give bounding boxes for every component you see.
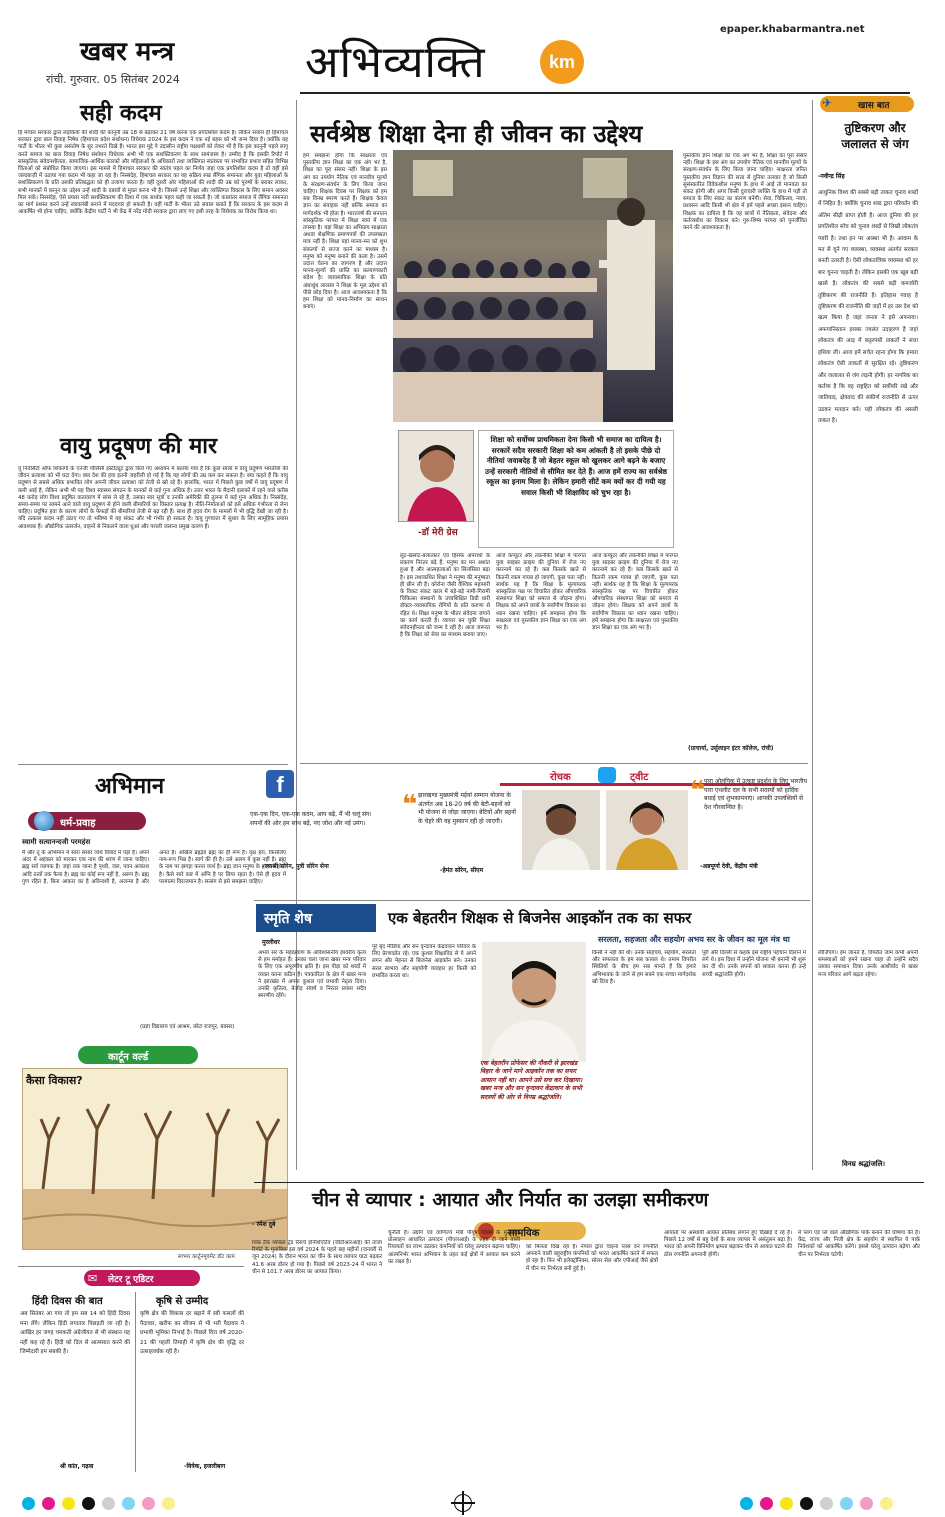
tweet2-photo [606, 790, 688, 870]
cartoon-image [22, 1068, 288, 1250]
article3-body: मैं और तू के अभिमान में सारा संसार व्यर्थ विवाद में पड़ा है। अपने अंदर में अहंकार को मारकर एक नाम की शरण में जाना चाहिए। ब्रह्म सर्व व्यापक है। जहां तक जाना है पृथ्वी, जल, पवन आकाश आदि तत्वों तक फैला है। ब्रह्म का कोई रूप नहीं है, अरूप है। ब्रह्म गुण रहित है, बिना आकार का है अविनाशी है, अजन्मा है और अनंत है। अखिल ब्रह्मांड ब्रह्म का ही रूप है। वृक्ष हरा, किसलिए नाम-रूप भिन्न है। स्वर्ग की ही है। उसे अलग ये कुछ नहीं है। ब्रह्म के नाम पर झगड़ा करना व्यर्थ है। ब्रह्म जान मनुष्य के हृदय में होता है। कैसे सारे कष्ट में अग्नि है पर छिपा रहता है। ऐसे ही हृदय में परमात्मा विराजमान है। सत्संग से इसे समझना चाहिए। [22, 850, 286, 885]
envelope-icon: ✉ [88, 1272, 98, 1285]
mark-cyan-r [740, 1497, 753, 1510]
pullquote-box [478, 430, 674, 548]
letter2-body: कृषि क्षेत्र की विकास दर बढ़ाने में रबी फसलों की पैदावार, खरीफ का सीजन से भी भरी पैदावार ने प्रभावी भूमिका निभाई है। पिछले वित्त वर्ष 2020-21 की पहली तिमाही में कृषि क्षेत्र की वृद्धि दर उत्साहवर्धक रही है। [140, 1311, 244, 1356]
twitter-icon [598, 767, 616, 783]
bottom-col2: चुनौती है। उद्योग एवं वाणिज्य मंत्री पीयूष गोयल के मुताबिक प्रोत्साहन आधारित उत्पादन (पीएलआई) के तहत दी जाने वाली रियायतों का लाभ उठाकर कंपनियों को घरेलू उत्पादन बढ़ाना चाहिए। आत्मनिर्भर भारत अभियान के तहत कई क्षेत्रों में आयात कम करने का लक्ष्य है। [388, 1230, 520, 1265]
smriti-col1: अभय सर के महाप्रयाण के अविश्वसनीय ईश्वरीय कृत्य से हम मर्माहत हैं। उनका चला जाना खबर मन्त्र परिवार के लिए एक अपूरणीय क्षति है। इस पीड़ा को शब्दों में व्यक्त करना कठिन है। पत्रकारिता के क्षेत्र में खबर मन्त्र ने झारखंड में अपना कुशल एवं प्रभावी नेतृत्व दिया। उनकी कृतित्व, बेजोड़ संघर्ष व निरंतर प्रयास सदैव स्मरणीय रहेंगे। [258, 950, 366, 1000]
globe-icon [34, 811, 54, 831]
center-col4: पुस्तकीय ज्ञान शिक्षा का एक अंग भर है, शिक्षा का पूरा संसार नहीं। शिक्षा के इस अंग का उपयोग नैतिक एवं मानवीय मूल्यों के संरक्षण-संवर्धन के लिए किया जाना चाहिए। साक्षरता जनित पुस्तकीय ज्ञान विज्ञान की सत्ता से दुनिया तलवार है जो किसी सुसंस्कारित विवेकशील मनुष्य के हाथ में आई तो मानवता का संकट हरेगी और अगर किसी दुराचारी व्यक्ति के हाथ में पड़ी तो समाज के लिए संकट का कारण बनेगी। सेवा, चिकित्सा, न्याय, प्रशासन आदि किसी भी क्षेत्र में हमें पहले अच्छा इंसान चाहिए। शिक्षक का दायित्व है कि वह छात्रों में नैतिकता, संवेदना और कर्तव्यबोध का विकास करे। गुरु-शिष्य परंपरा को पुनर्जीवित करने की आवश्यकता है। [683, 153, 807, 232]
mark-black [82, 1497, 95, 1510]
tweet1-portrait [522, 790, 600, 870]
smriti-top-rule [254, 900, 810, 901]
masthead [0, 0, 945, 90]
letters-top-rule [18, 1266, 244, 1267]
letter1-body: अब सितंबर आ गया तो हम सब 14 को हिंदी दिवस मना लेंगे। लेकिन हिंदी लगातार पिछड़ती जा रही है। आखिर हर जगह चमकती अंग्रेजीयत से भी संस्थान यह नहीं कह रहे हैं। हिंदी को दिल से आत्मसात करने की जिम्मेदारी हम सबकी है। [20, 1311, 130, 1356]
right-col-divider [812, 100, 813, 1170]
registration-crosshair-icon [454, 1494, 472, 1512]
divider-abhiman [18, 764, 288, 765]
mark-lightcyan [122, 1497, 135, 1510]
right-body: आधुनिक विश्व की सबसे बड़ी ताकत चुनाव शब्दों में निहित है। क्योंकि चुनाव शब्द द्वारा परिवर्तन की अंतिम सीढ़ी प्राप्त होती है। आज दुनिया की हर प्रगतिशील सोच को चुनाव शब्दों से लिखी लोकतंत्र प्यारी है। तथा इन पर आस्था भी है। आवाम के मत से चुने गए व्यवस्था, व्यवस्था अंतर्गत सरकार बनती उतरती है। ऐसी लोकतांत्रिक व्यवस्था को हर बार चुनना चाहती है। लेकिन इसकी एक खूब बड़ी खासे है। लोकतंत्र की सबसे बड़ी कमजोरी तुष्टिकरण की राजनीति है। इतिहास गवाह है तुष्टिकरण की राजनीति की जड़ों में हर उस देश को खत्म किया है जहां जनता ने इसे अपनाया। अफगानिस्तान इसका ज्वलंत उदाहरण है जहां लोकतंत्र की आड़ में कट्टरपंथी ताकतों ने सत्ता हथिया ली। आज हमें सचेत रहना होगा कि हमारा लोकतंत्र ऐसी ताकतों से सुरक्षित रहे। तुष्टिकरण और जलालत से जंग लड़नी होगी। हर नागरिक का कर्तव्य है कि वह राष्ट्रहित को सर्वोपरि रखे और जातिवाद, क्षेत्रवाद की संकीर्ण राजनीति से ऊपर उठकर मतदान करे। यही लोकतंत्र की असली ताकत है। [818, 190, 918, 425]
fb-icon[interactable]: f [266, 770, 294, 798]
tweet1-text: झारखण्ड मुख्यमंत्री मईयां सम्मान योजना के अंतर्गत अब 18-20 वर्ष की बेटी-बहनों को भी योजना से जोड़ा जाएगा। बेटियों और बहनों के चेहरे की यह मुस्कान रही हो जाएगी। [418, 792, 516, 825]
smriti-col2: पूरे बृंद मीडिया और सन वृन्दावन केंद्रवावन परिवार के लिए प्रेरणाप्रोत रहे। एक कुशल शिक्षाविद से ये अपने लगन और मेहनत से बिजनेस आइकॉन बने। उनका सरल स्वभाव और सहयोगी व्यवहार हर किसी को प्रभावित करता था। [372, 944, 476, 979]
article1-headline: सही कदम [80, 101, 162, 126]
tweet2-text: पारा ओलंपिक में उत्कृष्ट प्रदर्शन के लिए भारतीय पारा एथलीट दल के सभी सदस्यों को हार्दिक बधाई एवं शुभकामनाएं। आपकी उपलब्धियों से देश गौरवान्वित है। [704, 778, 807, 811]
dateline: रांची. गुरुवार. 05 सितंबर 2024 [46, 73, 180, 86]
article2-headline: वायु प्रदूषण की मार [60, 434, 217, 459]
cartoon-caption: कैसा विकास? [26, 1074, 83, 1087]
article2-body: यू निवर्सिटी ऑफ शिकागो के एनर्जी पॉलिसी इंस्टीट्यूट द्वारा किये गए अध्ययन में बताया गया है कि कुछ सालों में वायु प्रदूषण भारतीयों की जीवन प्रत्याशा को भी घटा देगा। क्या देश की हवा इतनी जहरीली हो गई है कि यह लोगों की उम्र कम कर सकता है। क्या कहते हैं कि वायु प्रदूषण से सबसे अधिक प्रभावित लोग अपनी जीवन प्रत्याशा को तेजी से खो रहे हैं। हालांकि, भारत में पिछले कुछ वर्षों में वायु प्रदूषण में कमी आई है, लेकिन अभी भी यह विश्व स्वास्थ्य संगठन के मानकों से कई गुना अधिक है। उत्तर भारत के मैदानी इलाकों में रहने वाले करीब 48 करोड़ लोग विश्व प्रदूषित वातावरण में सांस ले रहे हैं, उसका सार सूत्रों व उनकी अमेरिकी की तुलना में कई गुना अधिक है। निस्संदेह, समय-समय पर सामने आने वाले वायु प्रदूषण से होने वाली बीमारियों का विस्तार प्रत्यक्ष है। नीति-निर्माताओं को इसे अधिक गंभीरता से लेना चाहिए। प्रदूषित हवा के कारण लोगों के फेफड़ों की बीमारियां तेजी से बढ़ रही हैं। साथ ही हृदय रोग के मामलों में भी वृद्धि देखी जा रही है। यदि तत्काल कदम नहीं उठाए गए तो भविष्य में यह संकट और भी गंभीर हो सकता है। वायु गुणवत्ता में सुधार के लिए सामूहिक प्रयास आवश्यक हैं। औद्योगिक उत्सर्जन, वाहनों से निकलने वाला धुआं और पराली जलाना प्रमुख कारण हैं। [18, 466, 288, 530]
mark-paleyellow [162, 1497, 175, 1510]
fb-post-author: -जयश्री सोरेन, पुत्री सोरेन सेना [262, 863, 329, 870]
color-marks-left [22, 1496, 175, 1510]
bottom-top-rule [254, 1182, 924, 1183]
khas-baat-label: खास बात [858, 101, 890, 111]
logo-text: km [548, 51, 575, 72]
samayik-label: सामयिक [508, 1228, 540, 1239]
quote-mark-1: ❝ [402, 790, 418, 820]
mark-lightgrey-r [820, 1497, 833, 1510]
center-col3: आज कंप्यूटर और तकनीकी शिक्षा में पारंगत युवा साइबर क्राइम की दुनिया में रोज नए कारनामे कर रहे हैं। कब किसके खाते से कितनी रकम गायब हो जाएगी, कुछ पता नहीं। सार्थक यह है कि शिक्षा के मूल्यपरक सांस्कृतिक पक्ष पर विचारित होकर औपचारिक संस्थागत शिक्षा को समाज से जोड़ना होगा। शिक्षक को अपने छात्रों के सर्वांगीण विकास का ध्यान रखना चाहिए। हमें समझना होगा कि साक्षरता एवं पुस्तकीय ज्ञान शिक्षा का एक अंग भर है। [496, 553, 586, 632]
letter2-author: -विवेक, हजारीबाग [184, 1463, 226, 1470]
letters-heading: लेटर टू एडिटर [108, 1275, 154, 1285]
smriti-col3: किसी ने नहीं की थी। उनके साहचर्य, सहयोग, सरलता और सफलता के हम सब कायल थे। तमाम विपरीत स्थितियों के बीच हम सब मानते हैं कि हमारे अभिभावक के जाने से हम सबने एक सच्चा मार्गदर्शक खो दिया है। [592, 950, 696, 985]
mark-magenta-r [760, 1497, 773, 1510]
article1-body: हि माचल सरकार द्वारा लड़कियों की शादी की कानूनी उम्र 18 से बढ़ाकर 21 वर्ष करना एक प्रगतिशील कदम है। लेकिन सवाल ही हिमाचल सरकार द्वारा बाल विवाह निषेध (हिमाचल प्रदेश संशोधन) विधेयक 2024 के इस कदम ने एक नई बहस को भी जन्म दिया है। क्योंकि यह पार्टी के भीतर भी कुछ असंतोष के सुर उभरते दिखे हैं। भारत इस मुद्दे पे उदासीन राष्ट्रीय पक्षधर्मों को लेकर भी है कि इस कानूनी पहले लागू करते समाज का बाल विवाह निषेध संशोधन विधेयक अभी भी एक सशक्तिकरण के साथ सामंजस्य है। उम्मीद है कि इसकी रिपोर्ट में सांस्कृतिक संवेदनशीलता, सामाजिक-आर्थिक कारकों और महिलाओं के अधिकारों तथा व्यक्तिगत स्वतंत्रता पर संभावित प्रभाव सहित विभिन्न चिंताओं को संबोधित किया जाएगा। इस मामले में हिमाचल सरकार की स्वतंत्र पहल का निर्णय जहां एक प्रगतिशील कदम है तो वहीं इसे जल्दबाजी में उठाया गया कदम भी कहा जा रहा है। निस्संदेह, हिमाचल सरकार का यह सक्रिय रुख लैंगिक समानता और युवा महिलाओं के सशक्तिकरण के प्रति उसकी प्रतिबद्धता को ही उजागर करता है। वहीं दूसरी ओर महिलाओं की शादी की उम्र को पुरुषों के बराबर लाकर, सभी मानकों में कानून का उद्देश्य उन्हें शादी के दबावों से मुक्त करना भी है। जिससे उन्हें शिक्षा और व्यक्तिगत विकास के लिए समान अवसर मिल सकें। निस्संदेह, ऐसे प्रयास नारी सशक्तिकरण की दिशा में एक सार्थक पहल कही जा सकती है। जो कालांतर समाज में लैंगिक समानता का मार्ग प्रशस्त करने उन्हें स्वावलंबी बनाने में मददगार हो सकती है। वहीं पार्टी के भीतर उठे सवाल बताते हैं कि सरकार के इस कदम से आकर्षित भी होना चाहिए, क्योंकि केंद्रीय पार्टी ने भी केंद्र में नरेंद्र मोदी सरकार द्वारा लाए गए इसी तरह के विधेयक का विरोध किया था। [18, 130, 288, 216]
smriti-byline: मुरलीधर [262, 939, 280, 946]
letter1-author: श्री कांत, गढ़वा [60, 1463, 94, 1470]
paper-name: खबर मन्त्र [80, 37, 175, 67]
bottom-col4: आयातों पर अस्थायी आयात प्रतिबंध लगाने हुए दिखाई दे रहे हैं। पिछले 12 वर्षों से बहु देशों के साथ व्यापार में असंतुलन बढ़ा है। भारत को अपनी विनिर्माण क्षमता बढ़ाकर चीन से आयात घटाने की ठोस रणनीति अपनानी होगी। [664, 1230, 792, 1258]
color-marks-right [740, 1496, 893, 1510]
mark-yellow-r [780, 1497, 793, 1510]
mark-black-r [800, 1497, 813, 1510]
author-name: -डॉ मेरी ग्रेस [418, 528, 458, 538]
rochak-tag: रोचक [550, 772, 571, 783]
bottom-byline: - रमेश दुबे [252, 1221, 276, 1228]
dharm-pravah-label: धर्म-प्रवाह [60, 818, 96, 829]
smriti-tag: स्मृति शेष [264, 911, 312, 927]
smriti-portrait [482, 942, 586, 1062]
article3-headline: अभिमान [95, 774, 165, 799]
cartoon-credit: साभार कार्टूनमूवमेंट डॉट काम [178, 1254, 235, 1260]
mark-cyan [22, 1497, 35, 1510]
quote-mark-2: ❝ [690, 776, 706, 806]
tweet2-portrait [606, 790, 688, 870]
masthead-rule [300, 92, 910, 94]
bottom-col5: में प्लग एंड प्ले वाले औद्योगिक पार्क बनाने की घोषणा की है। केंद्र, राज्य और निजी क्षेत्र के सहयोग से स्थापित ये पार्क निवेशकों को आकर्षित करेंगे। इससे घरेलू उत्पादन बढ़ेगा और चीन पर निर्भरता घटेगी। [798, 1230, 920, 1258]
tweets-top-rule [300, 763, 808, 764]
pullquote-text: शिक्षा को सर्वोच्च प्राथमिकता देना किसी भी समाज का दायित्व है। सरकारें सदैव सरकारी शिक्षा को कम आंकती है तो इसके पीछे दो नीतियां जवाबदेह हैं जो बेहतर स्कूल को खुलकर आगे बढ़ने के बजाए उन्हें सरकारी नीतियों से सीमित कर देते हैं। आज हमें राज्य का सर्वश्रेष्ठ स्कूल का इनाम मिला है। लेकिन हमारी सीटें कम क्यों कर दी गयी यह सवाल किसी भी शिक्षाविद को चुभ रहा है। [485, 435, 667, 497]
right-headline: तुष्टिकरण और जलालत से जंग [841, 121, 909, 151]
bottom-headline: चीन से व्यापार : आयात और निर्यात का उलझा समीकरण [312, 1189, 709, 1211]
bottom-col3: को मिलता दिख रहा है। नेपाल द्वारा चाइना प्लस वन रणनीति अपनाने वाली बहुराष्ट्रीय कंपनियों को भारत आकर्षित करने में सफल हो रहा है। फिर भी इलेक्ट्रॉनिक्स, सोलर सेल और एपीआई जैसे क्षेत्रों में चीन पर निर्भरता बनी हुई है। [526, 1244, 658, 1272]
smriti-signature: विनम्र श्रद्धांजलि। [842, 1160, 885, 1168]
letter1-title: हिंदी दिवस की बात [32, 1296, 103, 1307]
smriti-photo [482, 942, 586, 1062]
tweet1-author: -हेमंत सोरेन, सीएम [440, 867, 484, 874]
smriti-col4: पूरी और दिल्ली से कहके इसे राष्ट्रीय पहचान दिलाने में लगे थे। इस दिशा में उन्होंने योजना भी बनानी भी शुरू कर दी थी। उनके सपनों को साकार करना ही उन्हें सच्ची श्रद्धांजलि होगी। [702, 950, 806, 978]
smriti-subhead: सरलता, सहजता और सहयोग अभय सर के जीवन का मूल मंत्र था [598, 935, 790, 944]
center-col2: लूट-खसोट-बलात्कार एवं हिंसक अपराधों के प्रकरण निरंतर बढ़े हैं, मनुष्य का मन अशांत हुआ है और आत्महत्याओं का सिलसिला बढ़ा है। इस तथाकथित शिक्षा ने मनुष्य की मनुष्यता ही छीन ली है। कोरोना जैसी वैश्विक महामारी के विकट संकट काल में बड़े-बड़े नामी-गिरामी चिकित्सा संस्थानों के उच्चशिक्षित डिग्री धारी डॉक्टर-व्यवसायिक रोगियों के प्रति करुणा से रहित थे। शिक्षा मनुष्य के भीतर संवेदना जगाने का कार्य करती है। व्यापार बन चुकी शिक्षा संवेदनहीनता को जन्म दे रही है। आज जरूरत है कि शिक्षा को सेवा का माध्यम बनाया जाए। [400, 553, 490, 639]
epaper-url[interactable]: epaper.khabarmantra.net [720, 24, 865, 35]
cartoon-heading: कार्टून वर्ल्ड [108, 1052, 149, 1063]
smriti-caption: एक बेहतरीन प्रोफेसर की नौकरी से झारखंड बिहार के जाने माने आइकॉन तक का सफर आसान नहीं था। आपने उसे सच कर दिखाया। खबर मन्त्र और सन वृन्दावन केंद्रावान के सभी सदस्यों की ओर से विनम्र श्रद्धांजलि। [480, 1060, 583, 1101]
mark-lightcyan-r [840, 1497, 853, 1510]
mark-paleyellow-r [880, 1497, 893, 1510]
smriti-headline: एक बेहतरीन शिक्षक से बिजनेस आइकॉन तक का सफर [388, 909, 692, 927]
classroom-photo [393, 150, 673, 422]
section-title: अभिव्यक्ति [305, 37, 486, 88]
letters-divider [135, 1292, 136, 1472]
bottom-col1: थिंक टैंक ग्लोबल ट्रेड रिसर्च इनिशिएटिव (जीटीआरआई) की ताजा रिपोर्ट के मुताबिक इस वर्ष 2024 के पहले छह महीनों (जनवरी से जून 2024) के दौरान भारत का चीन के साथ व्यापार घाटा बढ़कर 41.6 अरब डॉलर हो गया है। पिछले वर्ष 2023-24 में भारत ने चीन से 101.7 अरब डॉलर का आयात किया। [252, 1240, 382, 1275]
mark-magenta [42, 1497, 55, 1510]
author-photo [398, 430, 474, 522]
km-logo-icon [540, 40, 584, 84]
mark-yellow [62, 1497, 75, 1510]
center-col3b: आज कंप्यूटर और तकनीकी शिक्षा में पारंगत युवा साइबर क्राइम की दुनिया में रोज नए कारनामे कर रहे हैं। कब किसके खाते से कितनी रकम गायब हो जाएगी, कुछ पता नहीं। सार्थक यह है कि शिक्षा के मूल्यपरक सांस्कृतिक पक्ष पर विचारित होकर औपचारिक संस्थागत शिक्षा को समाज से जोड़ना होगा। शिक्षक को अपने छात्रों के सर्वांगीण विकास का ध्यान रखना चाहिए। हमें समझना होगा कि साक्षरता एवं पुस्तकीय ज्ञान शिक्षा का एक अंग भर है। [592, 553, 678, 632]
article3-author: स्वामी सत्यानन्दजी परमहंस [22, 838, 91, 846]
mark-pink [142, 1497, 155, 1510]
tweet-tag: ट्वीट [630, 772, 649, 783]
fb-post-text: एक-एक दिन, एक-एक कदम, आप बढ़ें, मैं भी चलूं संग। सपनों की ओर हम साथ बढ़ें, नए जोश और नई उमंग। [250, 811, 372, 827]
letter2-title: कृषि से उम्मीद [156, 1296, 209, 1307]
cartoon-drawing [23, 1069, 288, 1250]
right-byline: -नवीन्द्र सिंह [818, 173, 845, 180]
author-affiliation: (प्राचार्या, उर्सुलाइन इंटर कॉलेज, रांची) [688, 745, 774, 752]
smriti-col5: लीजिएगा। हम जानते हैं, विपरीत जाम कभी अपनी समस्याओं को हमने रखना चाहा तो उन्होंने सदैव उसका समाधान दिया। उनके आशीर्वाद से खबर मन्त्र परिवार आगे बढ़ता रहेगा। [818, 950, 918, 978]
center-headline: सर्वश्रेष्ठ शिक्षा देना ही जीवन का उद्देश्य [310, 120, 643, 148]
tweet1-photo [522, 790, 600, 870]
classroom-drawing [393, 150, 673, 422]
article3-source: (प्रज्ञा विद्यालय एवं आश्रम, छोटा राजपुर, बक्सर) [140, 1024, 235, 1030]
mark-lightgrey [102, 1497, 115, 1510]
mark-pink-r [860, 1497, 873, 1510]
plane-icon: ✈ [822, 96, 833, 110]
author-portrait [399, 431, 474, 522]
center-col1: हमें समझना होगा कि साक्षरता एवं पुस्तकीय ज्ञान शिक्षा का एक अंग भर है, शिक्षा का पूरा संसार नहीं। शिक्षा के इस अंग का उपयोग नैतिक एवं मानवीय मूल्यों के संरक्षण-संवर्धन के लिए किया जाना चाहिए। शिक्षक दिवस पर शिक्षक को हम सब विनम्र स्मरण करते हैं। शिक्षक केवल ज्ञान का संवाहक नहीं बल्कि समाज का मार्गदर्शक भी होता है। भारतवर्ष की सनातन सांस्कृतिक परंपरा में शिक्षा स्वयं में एक तपस्या है। यहां शिक्षा का अभिप्राय साक्षरता अथवा शैक्षणिक प्रमाणपत्रों की उपलब्धता मात्र नहीं है। शिक्षा यहां मानव-मन को शुभ संकल्पों से सज्ज करने का माध्यम है। मनुष्य को मनुष्य बनाने की कला है। उसमें उदात्त चेतना का जागरण है और उदात्त मानव-मूल्यों की प्राप्ति का कल्याणकारी संदेश है। व्यावसायिक शिक्षा के प्रति अंधाधुंध लालसा ने शिक्षा के मूल उद्देश्य को पीछे छोड़ दिया है। आज आवश्यकता है कि हम शिक्षा को मानव-निर्माण का साधन बनाएं। [303, 153, 387, 311]
tweet2-author: -अन्नपूर्णा देवी, केंद्रीय मंत्री [700, 863, 758, 870]
